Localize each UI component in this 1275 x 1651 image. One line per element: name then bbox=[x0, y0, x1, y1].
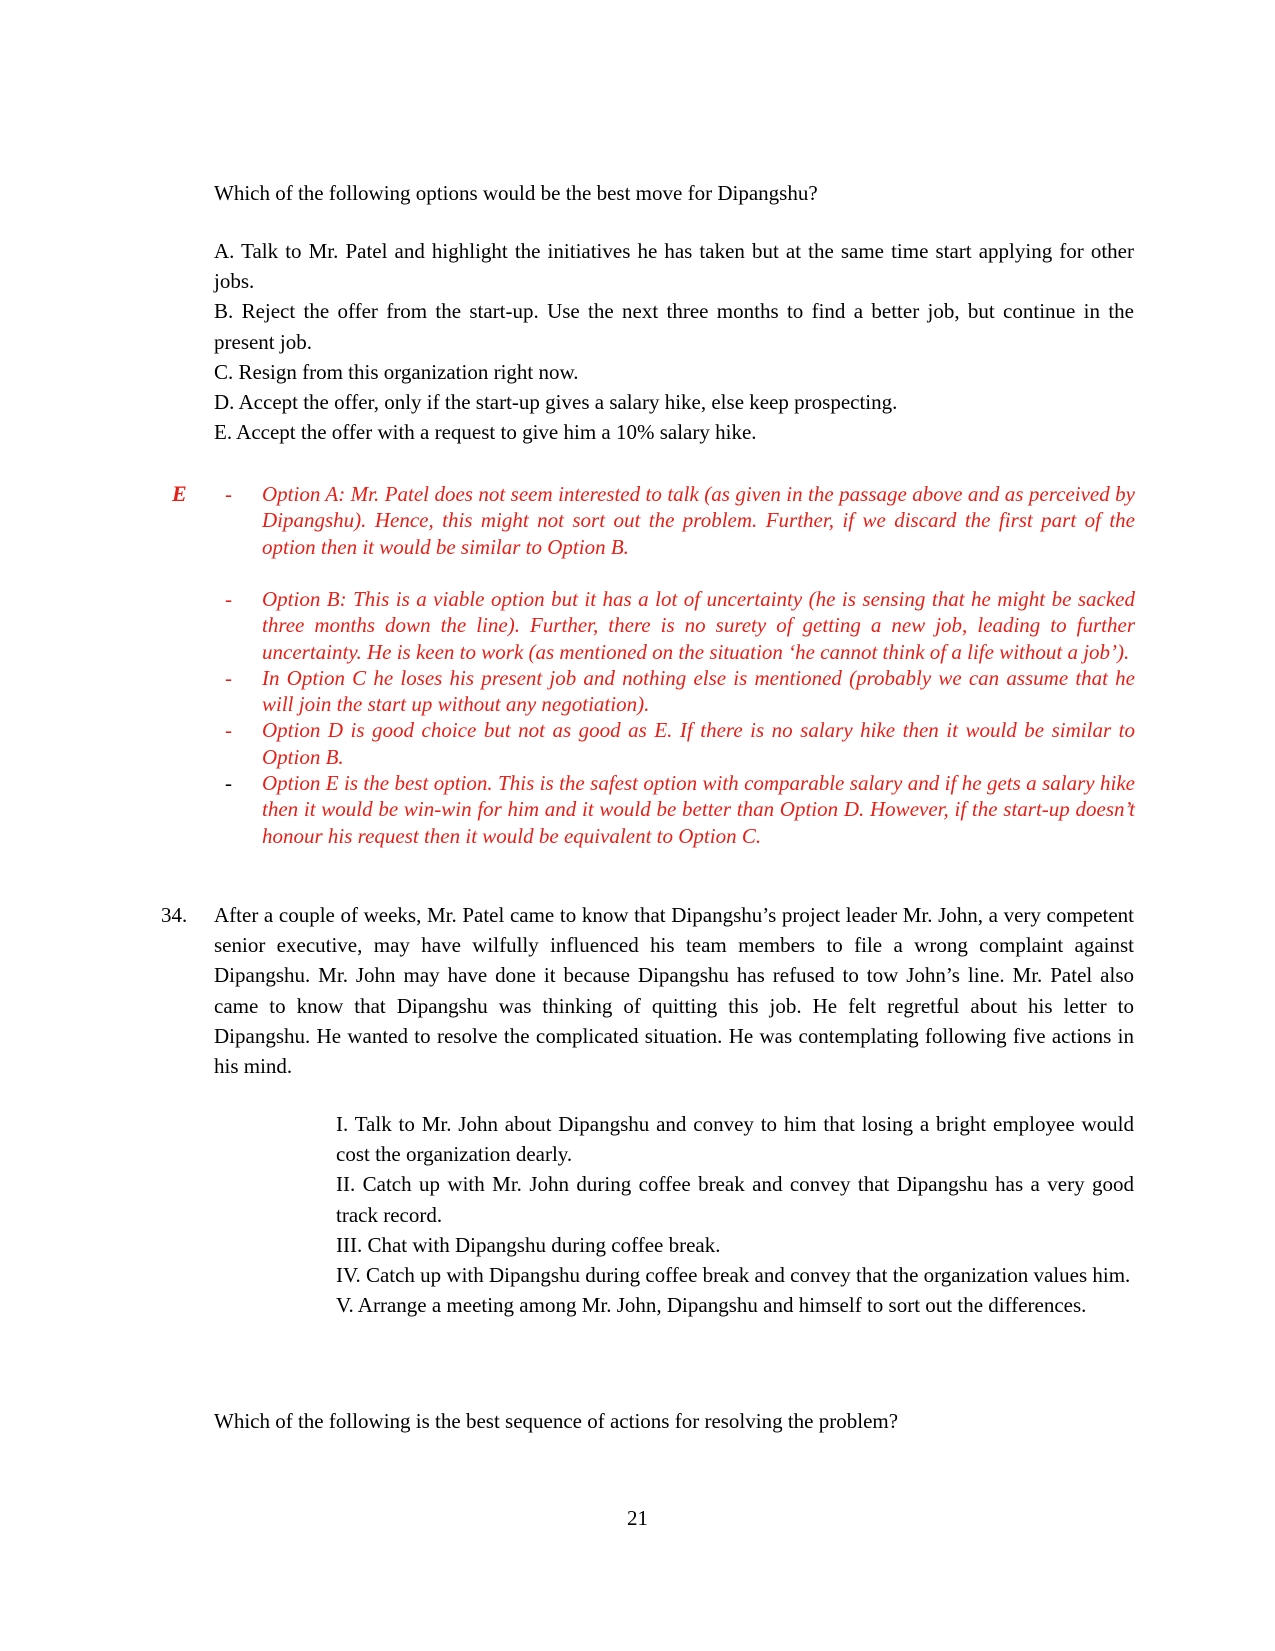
action-list bbox=[336, 1109, 1134, 1320]
explanation-option-e bbox=[220, 770, 1135, 849]
explanation-text: Option E is the best option. This is the safest option with comparable salary and if he gets a salary hike then it would be win-win for him and it would be better than Option D. However, if the start-up doesn’t honour his request then it would be equivalent to Option C. bbox=[262, 771, 1135, 848]
explanation-list-second bbox=[220, 586, 1135, 849]
answer-letter: E bbox=[172, 481, 187, 506]
explanation-option-c bbox=[220, 665, 1135, 718]
explanation-text: Option D is good choice but not as good as E. If there is no salary hike then it would be similar to Option B. bbox=[262, 718, 1135, 769]
option-a: A. Talk to Mr. Patel and highlight the initiatives he has taken but at the same time start applying for other jobs. bbox=[214, 239, 1134, 294]
final-question: Which of the following is the best sequence of actions for resolving the problem? bbox=[214, 1409, 899, 1433]
option-d: D. Accept the offer, only if the start-up gives a salary hike, else keep prospecting. bbox=[214, 390, 898, 415]
question-body: After a couple of weeks, Mr. Patel came to know that Dipangshu’s project leader Mr. John, a very competent senior executive, may have wilfully influenced his team members to file a wrong complaint against Dipangshu. Mr. John may have done it because Dipangshu has refused to tow John’s line. Mr. Patel also came to know that Dipangshu was thinking of quitting this job. He felt regretful about his letter to Dipangshu. He wanted to resolve the complicated situation. He was contemplating following five actions in his mind. bbox=[214, 903, 1134, 1079]
answer-options bbox=[214, 236, 1134, 447]
explanation-list-first bbox=[220, 481, 1135, 560]
question-lead: Which of the following options would be the best move for Dipangshu? bbox=[214, 181, 818, 205]
bullet-dash: - bbox=[225, 482, 232, 506]
action-ii: II. Catch up with Mr. John during coffee break and convey that Dipangshu has a very good track record. bbox=[336, 1172, 1134, 1227]
option-b: B. Reject the offer from the start-up. Use the next three months to find a better job, but continue in the present job. bbox=[214, 299, 1134, 354]
bullet-dash: - bbox=[225, 665, 232, 690]
option-c: C. Resign from this organization right now. bbox=[214, 359, 579, 384]
explanation-text: In Option C he loses his present job and nothing else is mentioned (probably we can assume that he will join the start up without any negotiation). bbox=[262, 665, 1135, 717]
page-number: 21 bbox=[627, 1506, 648, 1530]
bullet-dash: - bbox=[225, 771, 232, 796]
explanation-option-d bbox=[220, 717, 1135, 770]
explanation-text: Option A: Mr. Patel does not seem interested to talk (as given in the passage above and as perceived by Dipangshu). Hence, this might not sort out the problem. Further, if we discard the first part of the option then it would be similar to Option B. bbox=[262, 482, 1135, 559]
bullet-dash: - bbox=[225, 587, 232, 611]
explanation-option-b bbox=[220, 586, 1135, 665]
action-i: I. Talk to Mr. John about Dipangshu and convey to him that losing a bright employee would cost the organization dearly. bbox=[336, 1112, 1134, 1167]
action-v: V. Arrange a meeting among Mr. John, Dipangshu and himself to sort out the differences. bbox=[336, 1293, 1087, 1318]
explanation-text: Option B: This is a viable option but it has a lot of uncertainty (he is sensing that he might be sacked three months down the line). Further, there is no surety of getting a new job, leading to further uncertainty. He is keen to work (as mentioned on the situation ‘he cannot think of a life without a job’). bbox=[262, 587, 1135, 664]
question-number: 34. bbox=[161, 903, 188, 927]
bullet-dash: - bbox=[225, 718, 232, 743]
action-iv: IV. Catch up with Dipangshu during coffee break and convey that the organization values him. bbox=[336, 1263, 1131, 1288]
action-iii: III. Chat with Dipangshu during coffee break. bbox=[336, 1232, 721, 1257]
explanation-option-a bbox=[220, 481, 1135, 560]
option-e: E. Accept the offer with a request to give him a 10% salary hike. bbox=[214, 420, 757, 445]
